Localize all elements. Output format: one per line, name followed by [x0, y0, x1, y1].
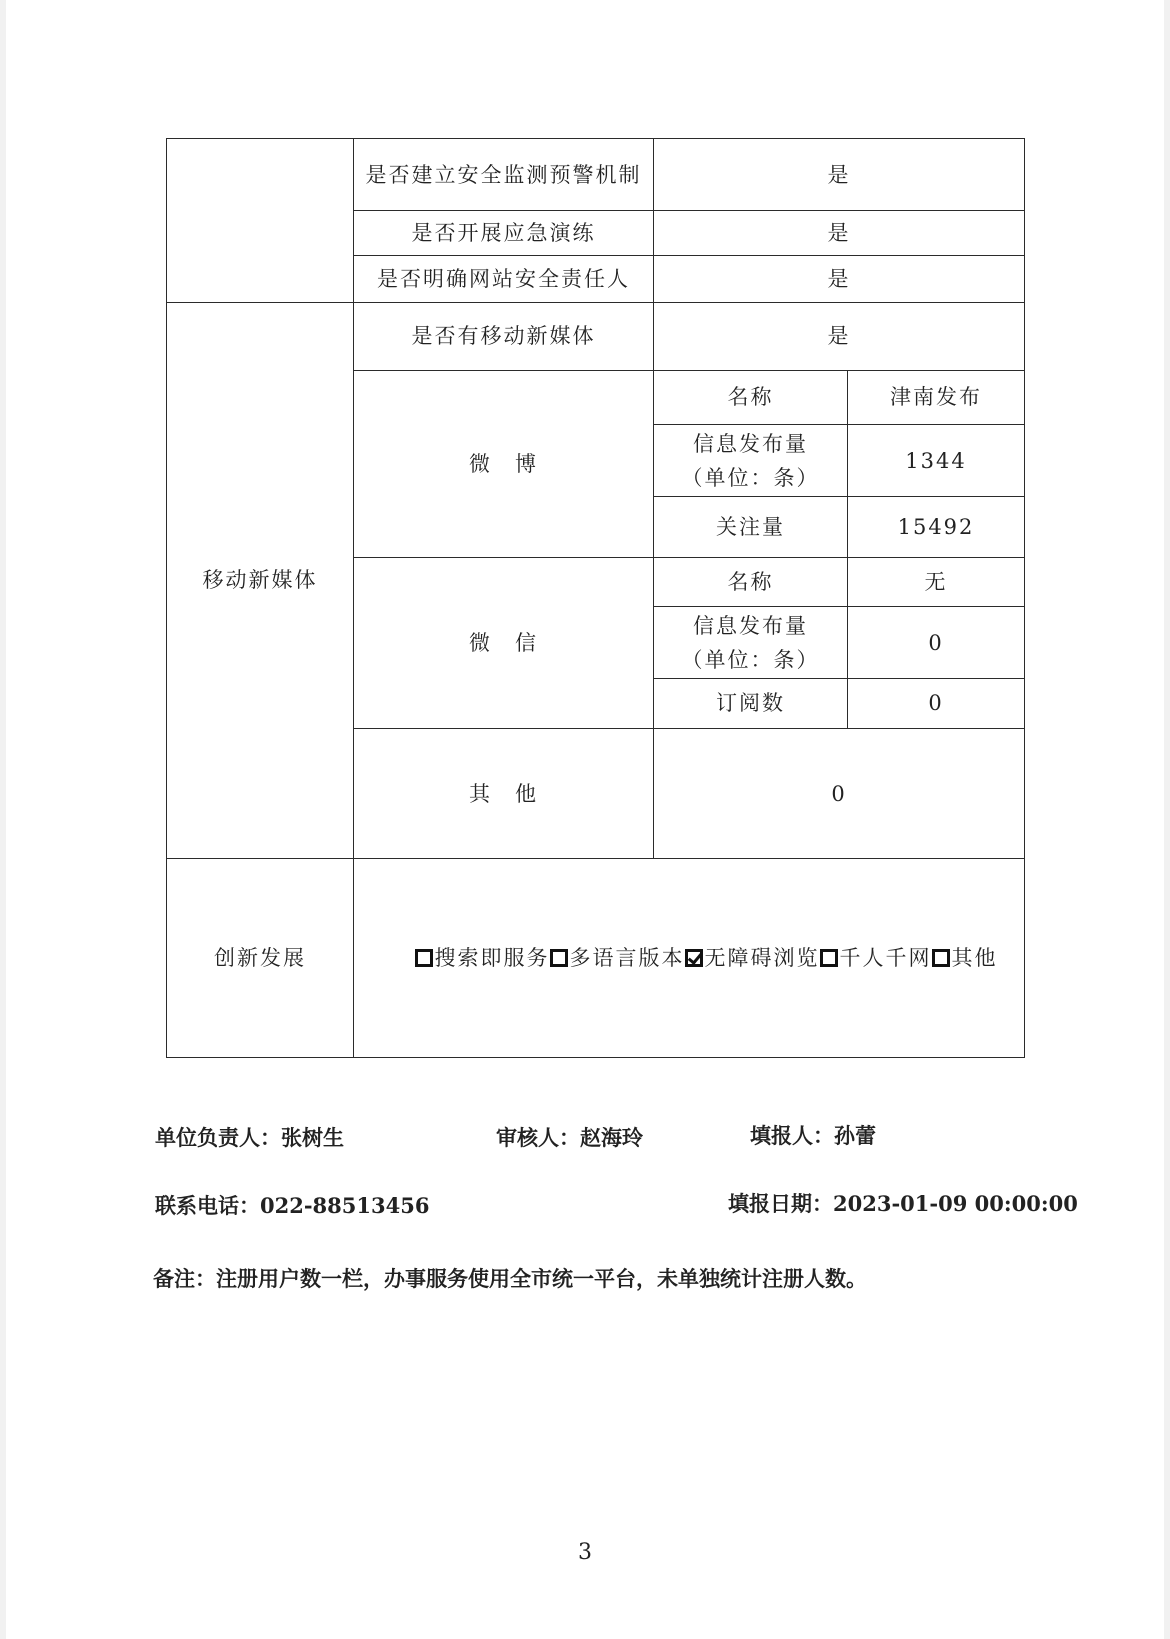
field-value: 1344: [848, 424, 1025, 496]
field-label: [654, 424, 848, 496]
table-row: [167, 859, 1025, 1058]
checkbox-icon[interactable]: [932, 949, 950, 967]
category-mobile-media: 移动新媒体: [167, 302, 354, 859]
row-label: 是否明确网站安全责任人: [354, 256, 654, 302]
table-row: [167, 139, 1025, 211]
row-value: 是: [654, 211, 1025, 256]
field-label: [654, 607, 848, 678]
blank-category-cell: [167, 139, 354, 303]
posts-label: 信息发布量: [693, 613, 808, 638]
weibo-label: 微 博: [354, 370, 654, 558]
row-label: 是否开展应急演练: [354, 211, 654, 256]
innovation-option-label: 无障碍浏览: [704, 946, 820, 971]
row-label: 是否建立安全监测预警机制: [354, 139, 654, 211]
filler-line: 填报人：孙蕾: [750, 1123, 876, 1148]
posts-unit: （单位：条）: [681, 647, 820, 672]
reviewer-line: 审核人：赵海玲: [496, 1125, 643, 1150]
innovation-option[interactable]: [820, 946, 932, 970]
innovation-options: [354, 859, 1025, 1058]
innovation-option[interactable]: [685, 946, 820, 970]
innovation-option-label: 千人千网: [839, 946, 932, 971]
other-value: 0: [654, 728, 1025, 858]
field-value: 0: [848, 678, 1025, 728]
innovation-option[interactable]: [415, 946, 550, 970]
field-label: 关注量: [654, 497, 848, 558]
checkbox-icon[interactable]: [820, 949, 838, 967]
row-value: 是: [654, 139, 1025, 211]
posts-unit: （单位：条）: [681, 465, 820, 490]
row-label: 是否有移动新媒体: [354, 302, 654, 370]
innovation-option[interactable]: [550, 946, 685, 970]
field-value: 0: [848, 607, 1025, 678]
table-row: [167, 302, 1025, 370]
wechat-label: 微 信: [354, 558, 654, 729]
field-value: 津南发布: [848, 370, 1025, 424]
report-table: [166, 138, 1025, 1058]
row-value: 是: [654, 302, 1025, 370]
checked-checkbox-icon[interactable]: [685, 949, 703, 967]
other-label: 其 他: [354, 728, 654, 858]
page-edge-right: [1164, 0, 1170, 1639]
field-label: 订阅数: [654, 678, 848, 728]
category-innovation: 创新发展: [167, 859, 354, 1058]
note-line: 备注：注册用户数一栏，办事服务使用全市统一平台，未单独统计注册人数。: [153, 1266, 867, 1291]
page-number: 3: [578, 1540, 592, 1565]
checkbox-icon[interactable]: [550, 949, 568, 967]
innovation-option-label: 搜索即服务: [434, 946, 550, 971]
posts-label: 信息发布量: [693, 431, 808, 456]
innovation-option-label: 其他: [951, 946, 998, 971]
field-label: 名称: [654, 370, 848, 424]
date-line: 填报日期：2023-01-09 00:00:00: [728, 1191, 1078, 1216]
field-value: 无: [848, 558, 1025, 607]
page-edge-left: [0, 0, 6, 1639]
row-value: 是: [654, 256, 1025, 302]
leader-line: 单位负责人：张树生: [155, 1125, 344, 1150]
field-label: 名称: [654, 558, 848, 607]
checkbox-icon[interactable]: [415, 949, 433, 967]
innovation-option[interactable]: [932, 946, 998, 970]
phone-line: 联系电话：022-88513456: [155, 1193, 430, 1218]
field-value: 15492: [848, 497, 1025, 558]
innovation-option-label: 多语言版本: [569, 946, 685, 971]
